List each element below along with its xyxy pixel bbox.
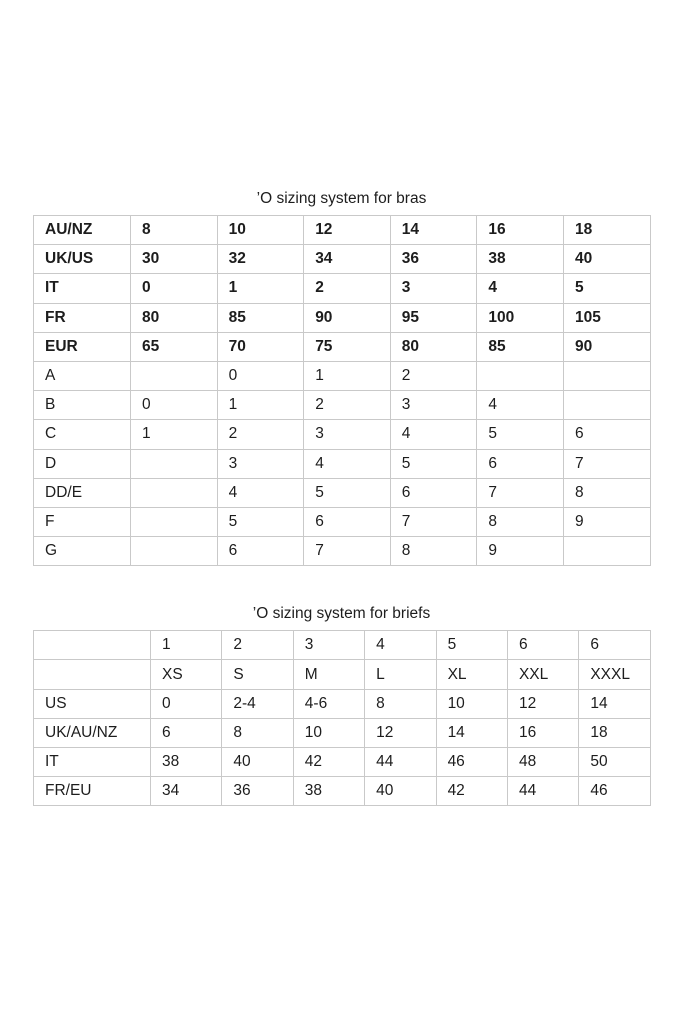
size-value-cell: 14 (390, 216, 477, 245)
size-value-cell: 40 (222, 748, 293, 777)
size-value-cell: 5 (436, 631, 507, 660)
row-label-cell: AU/NZ (34, 216, 131, 245)
bras-table-title: ’O sizing system for bras (256, 190, 427, 207)
size-value-cell: 10 (436, 689, 507, 718)
size-value-cell: 3 (217, 449, 304, 478)
table-row (34, 718, 651, 747)
size-value-cell: 3 (390, 391, 477, 420)
size-value-cell: M (293, 660, 364, 689)
briefs-size-table (33, 630, 651, 806)
size-value-cell: 12 (507, 689, 578, 718)
size-value-cell: 8 (222, 718, 293, 747)
size-value-cell (131, 361, 218, 390)
table-row (34, 391, 651, 420)
briefs-sizing-section (0, 605, 683, 806)
size-value-cell: 6 (507, 631, 578, 660)
size-value-cell: 1 (217, 274, 304, 303)
size-value-cell (563, 391, 650, 420)
size-value-cell: 8 (477, 507, 564, 536)
row-label-cell: D (34, 449, 131, 478)
size-value-cell: 6 (563, 420, 650, 449)
size-value-cell (131, 537, 218, 566)
size-value-cell: 2 (390, 361, 477, 390)
size-value-cell: 0 (151, 689, 222, 718)
size-value-cell: 36 (390, 245, 477, 274)
table-row (34, 689, 651, 718)
row-label-cell: B (34, 391, 131, 420)
size-value-cell: 70 (217, 332, 304, 361)
size-value-cell: 6 (477, 449, 564, 478)
size-value-cell: 46 (436, 748, 507, 777)
table-row (34, 631, 651, 660)
row-label-cell: F (34, 507, 131, 536)
size-value-cell: 6 (304, 507, 391, 536)
size-value-cell: 6 (579, 631, 650, 660)
table-row (34, 332, 651, 361)
size-value-cell: XS (151, 660, 222, 689)
size-value-cell: 8 (390, 537, 477, 566)
size-value-cell: 18 (579, 718, 650, 747)
table-row (34, 660, 651, 689)
size-value-cell: S (222, 660, 293, 689)
size-value-cell: 85 (217, 303, 304, 332)
row-label-cell: FR (34, 303, 131, 332)
row-label-cell: IT (34, 274, 131, 303)
size-value-cell: XXXL (579, 660, 650, 689)
size-value-cell: 3 (304, 420, 391, 449)
size-value-cell: 85 (477, 332, 564, 361)
size-value-cell: 38 (293, 777, 364, 806)
size-value-cell: 1 (217, 391, 304, 420)
size-value-cell: 44 (507, 777, 578, 806)
size-value-cell: 5 (304, 478, 391, 507)
row-label-cell: UK/US (34, 245, 131, 274)
table-row (34, 216, 651, 245)
size-value-cell: 14 (436, 718, 507, 747)
size-value-cell: 3 (390, 274, 477, 303)
size-value-cell: 46 (579, 777, 650, 806)
size-value-cell: 6 (217, 537, 304, 566)
size-value-cell: 4 (217, 478, 304, 507)
size-value-cell: 5 (563, 274, 650, 303)
size-value-cell: 4 (365, 631, 436, 660)
size-value-cell: 50 (579, 748, 650, 777)
size-value-cell: 14 (579, 689, 650, 718)
size-value-cell: 16 (507, 718, 578, 747)
size-value-cell (131, 449, 218, 478)
size-value-cell: 1 (151, 631, 222, 660)
size-value-cell: XXL (507, 660, 578, 689)
size-value-cell: XL (436, 660, 507, 689)
size-value-cell: 30 (131, 245, 218, 274)
size-value-cell: 65 (131, 332, 218, 361)
size-value-cell: 95 (390, 303, 477, 332)
size-value-cell: 2-4 (222, 689, 293, 718)
table-row (34, 361, 651, 390)
size-value-cell: 34 (151, 777, 222, 806)
size-value-cell: 10 (217, 216, 304, 245)
row-label-cell: FR/EU (34, 777, 151, 806)
size-value-cell: 7 (390, 507, 477, 536)
size-value-cell: 6 (390, 478, 477, 507)
row-label-cell: G (34, 537, 131, 566)
size-value-cell: 8 (131, 216, 218, 245)
table-row (34, 449, 651, 478)
size-value-cell: 16 (477, 216, 564, 245)
size-value-cell: 1 (304, 361, 391, 390)
size-value-cell: 100 (477, 303, 564, 332)
table-row (34, 537, 651, 566)
table-row (34, 245, 651, 274)
table-row (34, 274, 651, 303)
size-value-cell: 90 (563, 332, 650, 361)
size-value-cell: 3 (293, 631, 364, 660)
size-value-cell: 38 (477, 245, 564, 274)
size-value-cell (477, 361, 564, 390)
row-label-cell: A (34, 361, 131, 390)
table-row (34, 303, 651, 332)
size-value-cell: 4 (390, 420, 477, 449)
size-value-cell: 18 (563, 216, 650, 245)
size-value-cell: 40 (563, 245, 650, 274)
bras-size-table (33, 215, 651, 566)
size-value-cell: 38 (151, 748, 222, 777)
size-value-cell: 2 (217, 420, 304, 449)
size-value-cell: 0 (131, 274, 218, 303)
size-value-cell: 80 (131, 303, 218, 332)
size-value-cell: 1 (131, 420, 218, 449)
size-value-cell: 2 (304, 274, 391, 303)
briefs-table-body (34, 631, 651, 806)
size-value-cell: 80 (390, 332, 477, 361)
size-value-cell: 4 (304, 449, 391, 478)
row-label-cell: US (34, 689, 151, 718)
size-value-cell: 7 (477, 478, 564, 507)
size-value-cell: 6 (151, 718, 222, 747)
size-value-cell: 34 (304, 245, 391, 274)
row-label-cell (34, 660, 151, 689)
table-row (34, 777, 651, 806)
size-value-cell: 7 (304, 537, 391, 566)
row-label-cell: IT (34, 748, 151, 777)
size-value-cell (563, 361, 650, 390)
size-value-cell: 4-6 (293, 689, 364, 718)
size-value-cell: L (365, 660, 436, 689)
size-value-cell: 8 (365, 689, 436, 718)
table-row (34, 507, 651, 536)
table-row (34, 420, 651, 449)
table-row (34, 478, 651, 507)
size-value-cell: 5 (477, 420, 564, 449)
size-value-cell: 7 (563, 449, 650, 478)
size-value-cell: 5 (390, 449, 477, 478)
size-value-cell: 0 (131, 391, 218, 420)
size-value-cell (131, 478, 218, 507)
size-value-cell: 10 (293, 718, 364, 747)
table-row (34, 748, 651, 777)
size-value-cell: 42 (293, 748, 364, 777)
row-label-cell: EUR (34, 332, 131, 361)
size-value-cell: 2 (304, 391, 391, 420)
row-label-cell: DD/E (34, 478, 131, 507)
row-label-cell: C (34, 420, 131, 449)
size-value-cell: 12 (304, 216, 391, 245)
size-value-cell: 8 (563, 478, 650, 507)
size-value-cell: 36 (222, 777, 293, 806)
size-value-cell (131, 507, 218, 536)
size-value-cell: 42 (436, 777, 507, 806)
size-value-cell: 4 (477, 274, 564, 303)
size-value-cell: 40 (365, 777, 436, 806)
size-value-cell: 48 (507, 748, 578, 777)
size-value-cell: 2 (222, 631, 293, 660)
size-value-cell: 105 (563, 303, 650, 332)
size-value-cell (563, 537, 650, 566)
size-value-cell: 9 (477, 537, 564, 566)
size-value-cell: 0 (217, 361, 304, 390)
size-value-cell: 9 (563, 507, 650, 536)
size-value-cell: 75 (304, 332, 391, 361)
bras-table-body (34, 216, 651, 566)
row-label-cell: UK/AU/NZ (34, 718, 151, 747)
size-value-cell: 12 (365, 718, 436, 747)
briefs-table-title: ’O sizing system for briefs (252, 605, 431, 623)
size-value-cell: 90 (304, 303, 391, 332)
size-value-cell: 44 (365, 748, 436, 777)
size-value-cell: 5 (217, 507, 304, 536)
size-value-cell: 4 (477, 391, 564, 420)
row-label-cell (34, 631, 151, 660)
size-value-cell: 32 (217, 245, 304, 274)
